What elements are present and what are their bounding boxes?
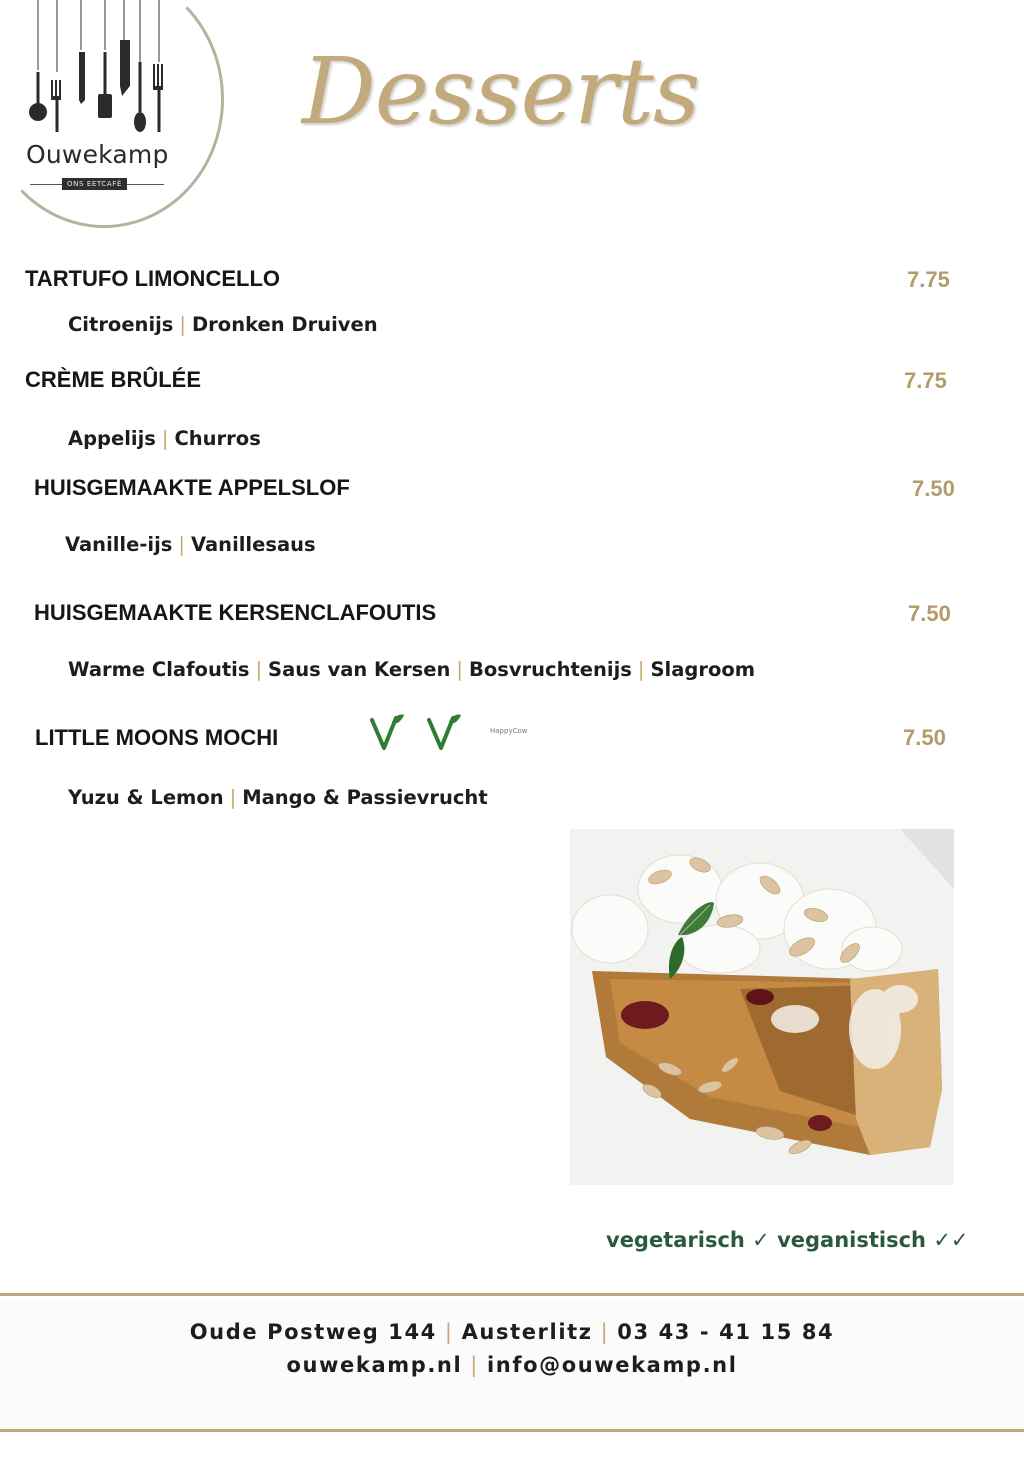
separator: | bbox=[255, 658, 263, 681]
vegan-v-icon bbox=[368, 712, 406, 754]
desc-part: Slagroom bbox=[650, 658, 756, 681]
footer-rule-top bbox=[0, 1293, 1024, 1296]
footer-address bbox=[0, 1320, 1024, 1344]
item-name-kersenclafoutis: HUISGEMAAKTE KERSENCLAFOUTIS bbox=[34, 600, 437, 625]
item-desc-tartufo bbox=[68, 313, 378, 336]
separator: | bbox=[179, 313, 186, 336]
footer-website-link[interactable]: ouwekamp.nl bbox=[286, 1353, 463, 1377]
happycow-watermark: HappyCow bbox=[490, 727, 528, 735]
dessert-photo bbox=[570, 829, 954, 1185]
desc-part: Vanille-ijs bbox=[65, 533, 173, 556]
logo bbox=[0, 0, 232, 232]
separator: | bbox=[229, 786, 237, 809]
item-name-creme-brulee: CRÈME BRÛLÉE bbox=[25, 367, 202, 392]
item-price-kersenclafoutis: 7.50 bbox=[908, 601, 951, 626]
item-desc-kersenclafoutis bbox=[68, 658, 755, 681]
separator: | bbox=[637, 658, 645, 681]
footer-street: Oude Postweg 144 bbox=[189, 1320, 437, 1344]
item-name-appelslof: HUISGEMAAKTE APPELSLOF bbox=[34, 475, 350, 500]
vegan-v-icon bbox=[425, 712, 463, 754]
desc-part: Vanillesaus bbox=[191, 533, 316, 556]
item-desc-creme-brulee bbox=[68, 427, 261, 450]
item-price-appelslof: 7.50 bbox=[912, 476, 955, 501]
desc-part: Dronken Druiven bbox=[192, 313, 378, 336]
desc-part: Warme Clafoutis bbox=[68, 658, 250, 681]
item-name-mochi: LITTLE MOONS MOCHI bbox=[35, 725, 279, 750]
separator: | bbox=[600, 1320, 610, 1344]
separator: | bbox=[456, 658, 463, 681]
desc-part: Mango & Passievrucht bbox=[242, 786, 488, 809]
footer-rule-bottom bbox=[0, 1429, 1024, 1432]
desc-part: Yuzu & Lemon bbox=[68, 786, 224, 809]
item-price-mochi: 7.50 bbox=[903, 725, 946, 750]
item-desc-mochi bbox=[68, 786, 488, 809]
item-price-tartufo: 7.75 bbox=[907, 267, 950, 292]
logo-name: Ouwekamp bbox=[26, 140, 169, 169]
diet-legend: vegetarisch ✓ veganistisch ✓✓ bbox=[606, 1228, 969, 1252]
footer-phone[interactable]: 03 43 - 41 15 84 bbox=[617, 1320, 835, 1344]
desc-part: Appelijs bbox=[68, 427, 156, 450]
page-title: Desserts bbox=[302, 38, 700, 145]
desc-part: Saus van Kersen bbox=[268, 658, 451, 681]
desc-part: Bosvruchtenijs bbox=[468, 658, 632, 681]
item-desc-appelslof bbox=[65, 533, 316, 556]
item-name-tartufo: TARTUFO LIMONCELLO bbox=[25, 266, 280, 291]
separator: | bbox=[470, 1353, 479, 1377]
desc-part: Citroenijs bbox=[68, 313, 174, 336]
footer-email-link[interactable]: info@ouwekamp.nl bbox=[486, 1353, 738, 1377]
item-price-creme-brulee: 7.75 bbox=[904, 368, 947, 393]
separator: | bbox=[161, 427, 169, 450]
footer-contact bbox=[0, 1353, 1024, 1377]
separator: | bbox=[444, 1320, 454, 1344]
footer-city: Austerlitz bbox=[461, 1320, 593, 1344]
desc-part: Churros bbox=[174, 427, 261, 450]
utensils-icon bbox=[24, 0, 174, 136]
separator: | bbox=[178, 533, 185, 556]
logo-tagline: ONS EETCAFÉ bbox=[62, 178, 127, 190]
